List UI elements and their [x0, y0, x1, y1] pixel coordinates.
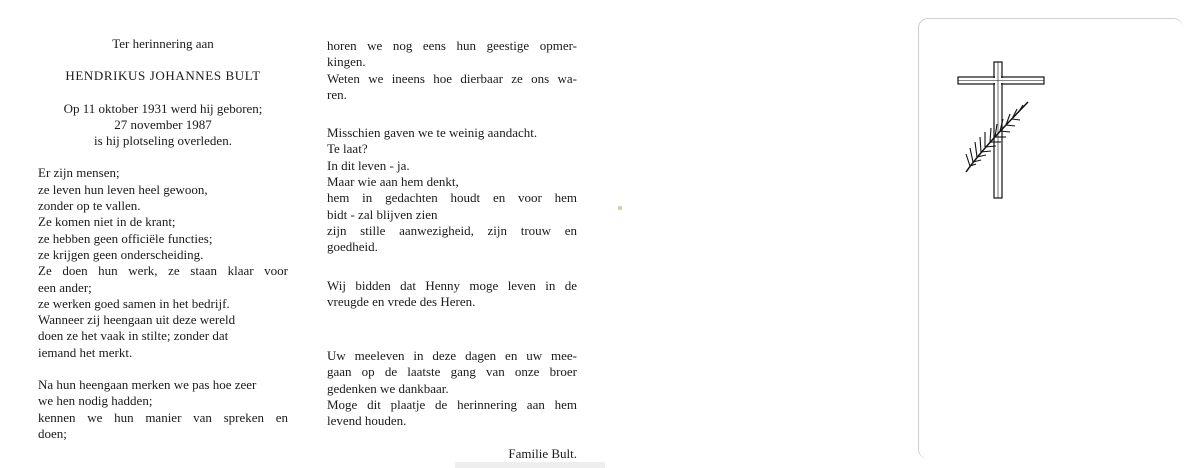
text-line: Maar wie aan hem denkt,	[327, 174, 459, 190]
fold-shadow	[455, 462, 605, 468]
signature: Familie Bult.	[508, 445, 577, 461]
paragraph-4	[327, 348, 577, 429]
poem-line: ze krijgen geen onderscheiding.	[38, 246, 204, 262]
deceased-name: HENDRIKUS JOHANNES BULT	[65, 68, 261, 84]
birth-death-info	[38, 101, 288, 150]
death-line: is hij plotseling overleden.	[94, 133, 232, 149]
text-line: bidt - zal blijven zien	[327, 206, 438, 222]
poem-line: ze hebben geen officiële functies;	[38, 230, 213, 246]
poem-line: doen ze het vaak in stilte; zonder dat	[38, 328, 229, 344]
poem-line: Er zijn mensen;	[38, 165, 120, 181]
poem-line: iemand het merkt.	[38, 344, 133, 360]
paragraph-2	[327, 125, 577, 255]
poem-line: ze werken goed samen in het bedrijf.	[38, 295, 230, 311]
left-panel	[38, 36, 288, 458]
poem-line: we hen nodig hadden;	[38, 393, 153, 409]
text-line: goedheid.	[327, 239, 378, 255]
poem-part-1	[38, 165, 288, 361]
poem-part-2	[38, 377, 288, 442]
poem-line: Na hun heengaan merken we pas hoe zeer	[38, 377, 257, 393]
text-line: In dit leven - ja.	[327, 157, 410, 173]
text-line: Moge dit plaatje de herinnering aan hem	[327, 397, 577, 413]
text-line: ren.	[327, 86, 347, 102]
poem-line: kennen we hun manier van spreken en	[38, 409, 288, 425]
poem-line: Ze doen hun werk, ze staan klaar voor	[38, 263, 288, 279]
death-date-line: 27 november 1987	[114, 116, 212, 132]
text-line: Uw meeleven in deze dagen en uw mee-	[327, 348, 577, 364]
text-line: hem in gedachten houdt en voor hem	[327, 190, 577, 206]
poem-line: ze leven hun leven heel gewoon,	[38, 181, 208, 197]
text-line: levend houden.	[327, 413, 407, 429]
paragraph-1	[327, 38, 577, 103]
text-line: vreugde en vrede des Heren.	[327, 293, 476, 309]
paper-speck	[618, 206, 622, 210]
text-line: gaan op de laatste gang van onze broer	[327, 364, 577, 380]
poem-line: een ander;	[38, 279, 92, 295]
paragraph-3	[327, 278, 577, 311]
poem-line: Wanneer zij heengaan uit deze wereld	[38, 312, 236, 328]
text-line: Misschien gaven we te weinig aandacht.	[327, 125, 538, 141]
poem-line: Ze komen niet in de krant;	[38, 214, 176, 230]
middle-panel	[327, 38, 577, 462]
text-line: Te laat?	[327, 141, 368, 157]
cross-with-palm-branch-icon	[956, 60, 1046, 200]
text-line: Wij bidden dat Henny moge leven in de	[327, 277, 577, 293]
text-line: gedenken we dankbaar.	[327, 380, 449, 396]
text-line: kingen.	[327, 54, 366, 70]
birth-line: Op 11 oktober 1931 werd hij geboren;	[63, 100, 263, 116]
text-line: Weten we ineens hoe dierbaar ze ons wa-	[327, 70, 577, 86]
poem-line: zonder op te vallen.	[38, 198, 141, 214]
text-line: zijn stille aanwezigheid, zijn trouw en	[327, 222, 577, 238]
poem-line: doen;	[38, 425, 67, 441]
heading: Ter herinnering aan	[112, 36, 214, 51]
text-line: horen we nog eens hun geestige opmer-	[327, 38, 577, 53]
